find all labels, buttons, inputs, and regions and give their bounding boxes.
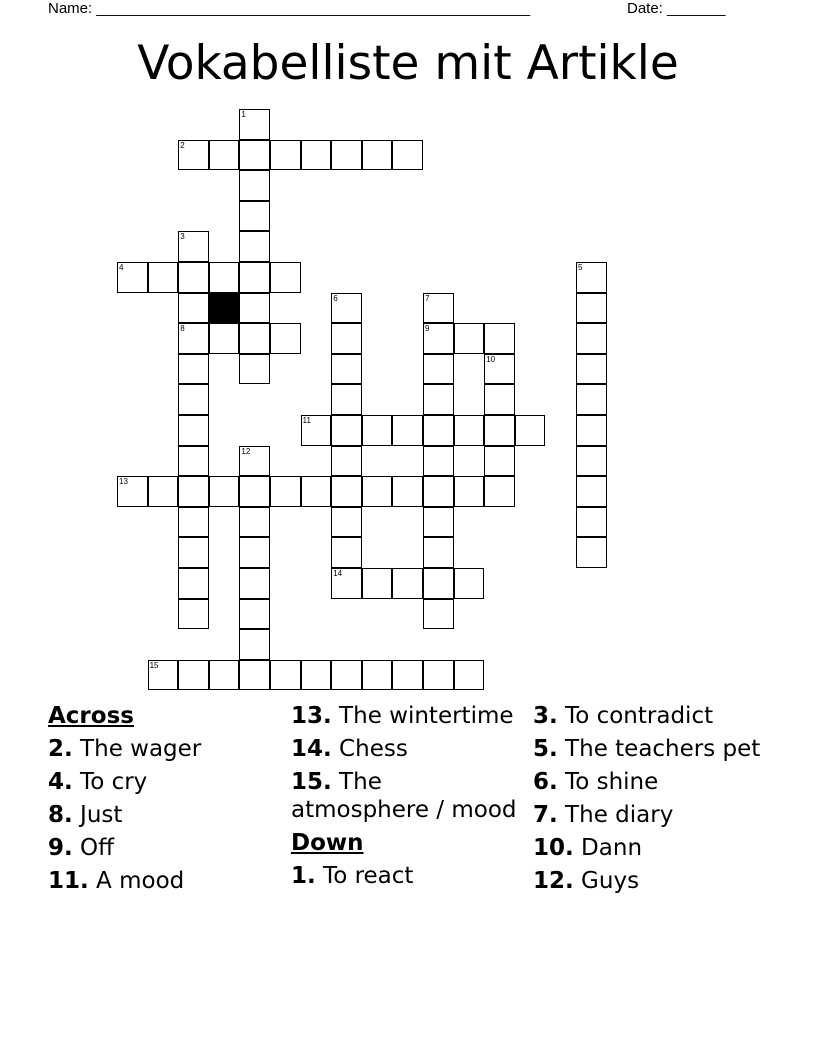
grid-cell[interactable]	[576, 537, 607, 568]
clue-text: Chess	[331, 736, 408, 762]
clue-number: 10.	[533, 835, 574, 861]
grid-cell[interactable]	[576, 476, 607, 507]
grid-cell[interactable]	[576, 415, 607, 446]
cell-number: 14	[333, 569, 343, 578]
grid-cell[interactable]	[270, 323, 301, 354]
clue-text: The teachers pet	[557, 736, 761, 762]
grid-cell[interactable]	[178, 476, 209, 507]
grid-cell[interactable]	[178, 323, 209, 354]
clue-text: The diary	[557, 802, 674, 828]
grid-cell[interactable]	[209, 140, 240, 171]
grid-cell[interactable]	[239, 293, 270, 324]
clue-across-4	[48, 768, 278, 796]
grid-cell[interactable]	[239, 201, 270, 232]
cell-number: 15	[149, 660, 159, 670]
grid-cell[interactable]	[239, 170, 270, 201]
clues-column-1	[48, 702, 278, 900]
clue-number: 11.	[48, 868, 89, 894]
grid-cell[interactable]	[270, 660, 301, 691]
grid-cell[interactable]	[331, 415, 362, 446]
grid-cell[interactable]	[301, 140, 332, 171]
grid-cell[interactable]	[484, 476, 515, 507]
across-heading: Across	[48, 703, 134, 729]
grid-cell[interactable]	[454, 415, 485, 446]
grid-cell[interactable]	[576, 354, 607, 385]
grid-cell[interactable]	[178, 262, 209, 293]
grid-cell[interactable]	[576, 323, 607, 354]
clues-column-2	[291, 702, 521, 895]
grid-cell[interactable]	[423, 323, 454, 354]
grid-cell[interactable]	[454, 568, 485, 599]
clue-down-10	[533, 834, 763, 862]
grid-cell[interactable]	[239, 507, 270, 538]
grid-cell[interactable]	[423, 293, 454, 324]
grid-cell[interactable]	[331, 446, 362, 477]
clue-number: 12.	[533, 868, 574, 894]
clue-across-13	[291, 702, 521, 730]
grid-cell[interactable]	[178, 384, 209, 415]
grid-cell[interactable]	[239, 231, 270, 262]
grid-cell[interactable]	[331, 568, 362, 599]
grid-cell[interactable]	[362, 415, 393, 446]
cell-number: 1	[241, 110, 246, 119]
grid-cell[interactable]	[301, 476, 332, 507]
cell-number: 13	[119, 477, 128, 487]
grid-cell[interactable]	[423, 568, 454, 599]
grid-cell[interactable]	[484, 354, 515, 385]
grid-cell[interactable]	[178, 415, 209, 446]
grid-cell[interactable]	[178, 507, 209, 538]
grid-cell[interactable]	[484, 323, 515, 354]
grid-cell[interactable]	[239, 109, 270, 140]
clue-text: Dann	[573, 835, 643, 861]
clue-text: Guys	[573, 868, 640, 894]
grid-cell[interactable]	[331, 323, 362, 354]
clue-text: Off	[72, 835, 115, 861]
grid-cell[interactable]	[148, 476, 179, 507]
grid-cell[interactable]	[576, 262, 607, 293]
grid-block	[209, 293, 240, 324]
grid-cell[interactable]	[423, 415, 454, 446]
grid-cell[interactable]	[239, 599, 270, 630]
grid-cell[interactable]	[178, 660, 209, 691]
grid-cell[interactable]	[178, 537, 209, 568]
grid-cell[interactable]	[515, 415, 546, 446]
cell-number: 9	[425, 324, 430, 334]
grid-cell[interactable]	[209, 323, 240, 354]
clue-number: 13.	[291, 703, 332, 729]
grid-cell[interactable]	[331, 293, 362, 324]
clue-down-3	[533, 702, 763, 730]
grid-cell[interactable]	[423, 354, 454, 385]
grid-cell[interactable]	[362, 140, 393, 171]
cell-number: 3	[180, 232, 185, 242]
grid-cell[interactable]	[239, 140, 270, 171]
grid-cell[interactable]	[392, 140, 423, 171]
cell-number: 7	[425, 293, 430, 303]
grid-cell[interactable]	[148, 262, 179, 293]
grid-cell[interactable]	[576, 446, 607, 477]
grid-cell[interactable]	[239, 323, 270, 354]
clue-across-8	[48, 801, 278, 829]
clue-text: A mood	[88, 868, 185, 894]
clue-text: The wager	[72, 736, 202, 762]
grid-cell[interactable]	[576, 384, 607, 415]
clue-across-14	[291, 735, 521, 763]
grid-cell[interactable]	[209, 262, 240, 293]
clue-down-6	[533, 768, 763, 796]
clue-down-12	[533, 867, 763, 895]
clue-text: To contradict	[557, 703, 714, 729]
grid-cell[interactable]	[239, 262, 270, 293]
grid-cell[interactable]	[117, 262, 148, 293]
grid-cell[interactable]	[484, 384, 515, 415]
grid-cell[interactable]	[270, 262, 301, 293]
grid-cell[interactable]	[392, 476, 423, 507]
clue-number: 6.	[533, 769, 558, 795]
grid-cell[interactable]	[209, 476, 240, 507]
clue-number: 5.	[533, 736, 558, 762]
grid-cell[interactable]	[454, 476, 485, 507]
clue-across-15	[291, 768, 521, 824]
clue-across-9	[48, 834, 278, 862]
clue-down-5	[533, 735, 763, 763]
cell-number: 8	[180, 324, 185, 334]
clue-number: 7.	[533, 802, 558, 828]
grid-cell[interactable]	[239, 537, 270, 568]
clue-number: 3.	[533, 703, 558, 729]
clue-number: 14.	[291, 736, 332, 762]
grid-cell[interactable]	[270, 476, 301, 507]
grid-cell[interactable]	[239, 568, 270, 599]
cell-number: 12	[241, 446, 251, 456]
grid-cell[interactable]	[148, 660, 179, 691]
grid-cell[interactable]	[331, 537, 362, 568]
clue-across-2	[48, 735, 278, 763]
grid-cell[interactable]	[239, 476, 270, 507]
grid-cell[interactable]	[423, 476, 454, 507]
clue-number: 9.	[48, 835, 73, 861]
clue-number: 2.	[48, 736, 73, 762]
grid-cell[interactable]	[178, 599, 209, 630]
grid-cell[interactable]	[423, 446, 454, 477]
cell-number: 11	[302, 416, 311, 425]
grid-cell[interactable]	[331, 140, 362, 171]
grid-cell[interactable]	[239, 660, 270, 691]
grid-cell[interactable]	[117, 476, 148, 507]
cell-number: 5	[578, 263, 583, 272]
clue-text: To cry	[72, 769, 148, 795]
grid-cell[interactable]	[454, 660, 485, 691]
clue-down-1	[291, 862, 521, 890]
down-heading: Down	[291, 830, 364, 856]
clue-text: To shine	[557, 769, 659, 795]
grid-cell[interactable]	[178, 568, 209, 599]
clue-text: Just	[72, 802, 123, 828]
grid-cell[interactable]	[178, 354, 209, 385]
grid-cell[interactable]	[178, 293, 209, 324]
grid-cell[interactable]	[362, 568, 393, 599]
grid-cell[interactable]	[331, 354, 362, 385]
grid-cell[interactable]	[362, 476, 393, 507]
grid-cell[interactable]	[301, 660, 332, 691]
grid-cell[interactable]	[392, 415, 423, 446]
clue-number: 15.	[291, 769, 332, 795]
grid-cell[interactable]	[392, 660, 423, 691]
grid-cell[interactable]	[423, 599, 454, 630]
grid-cell[interactable]	[576, 507, 607, 538]
grid-cell[interactable]	[331, 476, 362, 507]
grid-cell[interactable]	[362, 660, 393, 691]
grid-cell[interactable]	[239, 446, 270, 477]
grid-cell[interactable]	[454, 323, 485, 354]
grid-cell[interactable]	[178, 140, 209, 171]
grid-cell[interactable]	[301, 415, 332, 446]
grid-cell[interactable]	[178, 231, 209, 262]
clue-number: 8.	[48, 802, 73, 828]
grid-cell[interactable]	[423, 537, 454, 568]
grid-cell[interactable]	[423, 507, 454, 538]
clue-number: 1.	[291, 863, 316, 889]
grid-cell[interactable]	[484, 415, 515, 446]
cell-number: 2	[180, 140, 185, 150]
clue-across-11	[48, 867, 278, 895]
clue-text: The atmosphere / mood	[291, 769, 517, 823]
grid-cell[interactable]	[331, 384, 362, 415]
grid-cell[interactable]	[423, 660, 454, 691]
name-field[interactable]: Name: ____________________________________________________	[48, 0, 531, 17]
clue-number: 4.	[48, 769, 73, 795]
grid-cell[interactable]	[576, 293, 607, 324]
grid-cell[interactable]	[270, 140, 301, 171]
cell-number: 4	[119, 263, 124, 272]
clue-down-7	[533, 801, 763, 829]
clue-text: The wintertime	[331, 703, 514, 729]
cell-number: 10	[486, 354, 496, 364]
grid-cell[interactable]	[239, 354, 270, 385]
grid-cell[interactable]	[331, 660, 362, 691]
grid-cell[interactable]	[484, 446, 515, 477]
cell-number: 6	[333, 293, 338, 303]
clue-text: To react	[315, 863, 414, 889]
page-title: Vokabelliste mit Artikle	[137, 36, 679, 91]
grid-cell[interactable]	[209, 660, 240, 691]
grid-cell[interactable]	[423, 384, 454, 415]
grid-cell[interactable]	[239, 629, 270, 660]
grid-cell[interactable]	[392, 568, 423, 599]
grid-cell[interactable]	[178, 446, 209, 477]
date-field[interactable]: Date: _______	[627, 0, 726, 17]
clues-column-3	[533, 702, 763, 900]
grid-cell[interactable]	[331, 507, 362, 538]
